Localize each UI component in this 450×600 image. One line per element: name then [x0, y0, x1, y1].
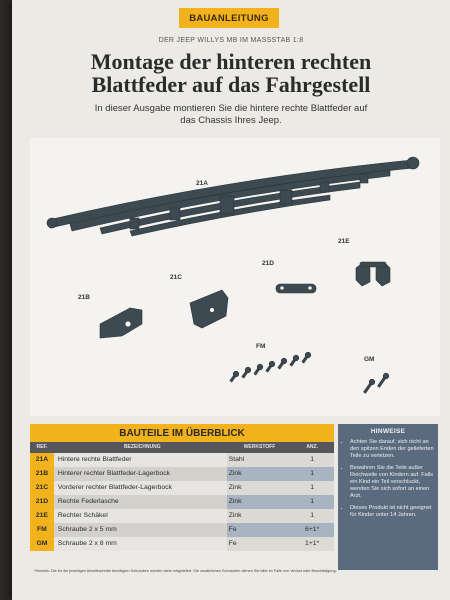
- label-21b: 21B: [78, 294, 90, 301]
- intro-line-1: In dieser Ausgabe montieren Sie die hintere rechte Blattfeder auf: [94, 103, 368, 114]
- title-line-1: Montage der hinteren rechten: [90, 49, 372, 74]
- screws-fm: [229, 351, 312, 383]
- list-item: • Achten Sie darauf, sich nicht an den spitzen Enden der gelieferten Teile zu verletzen.: [350, 439, 434, 460]
- table-row: FM Schraube 2 x 5 mm Fe 6+1*: [30, 523, 334, 537]
- table-row: 21B Hinterer rechter Blattfeder-Lagerbock Zink 1: [30, 467, 334, 481]
- table-row: 21A Hintere rechte Blattfeder Stahl 1: [30, 453, 334, 467]
- intro-line-2: das Chassis Ihres Jeep.: [180, 115, 282, 126]
- series-line: DER JEEP WILLYS MB IM MASSSTAB 1:8: [158, 37, 304, 44]
- table-row: GM Schraube 2 x 8 mm Fe 1+1*: [30, 537, 334, 551]
- rear-bracket-21b: [100, 308, 142, 338]
- list-item: • Dieses Produkt ist nicht geeignet für Kinder unter 14 Jahren.: [350, 505, 434, 519]
- intro-text: [52, 103, 410, 127]
- parts-illustration: [30, 138, 440, 416]
- col-name: BEZEICHNUNG: [123, 444, 161, 450]
- table-row: 21C Vorderer rechter Blattfeder-Lagerbock Zink 1: [30, 481, 334, 495]
- parts-table-title: BAUTEILE IM ÜBERBLICK: [30, 424, 334, 442]
- label-21e: 21E: [338, 238, 350, 245]
- parts-table-header: [30, 442, 334, 453]
- col-material: WERKSTOFF: [243, 444, 276, 450]
- screws-gm: [362, 372, 390, 394]
- footnote: *Hinweis: Die für die jeweiligen Arbeitsschritte benötigten Schrauben werden stets mitgeliefert. Die zusätzlichen Schrauben dienen Sie bitte im Falle von Verlust oder Beschädigung.: [34, 569, 337, 573]
- manual-page: [12, 0, 450, 600]
- label-21d: 21D: [262, 260, 274, 267]
- section-tab: BAUANLEITUNG: [179, 8, 279, 28]
- col-ref: REF.: [30, 442, 54, 453]
- leaf-spring-21a: [47, 157, 419, 236]
- table-row: 21D Rechte Federlasche Zink 1: [30, 495, 334, 509]
- spring-plate-21d: [276, 284, 316, 293]
- parts-figure: [30, 138, 440, 416]
- page-title: [12, 50, 450, 96]
- parts-table: [30, 424, 334, 551]
- front-bracket-21c: [190, 290, 228, 328]
- label-fm: FM: [256, 343, 266, 350]
- list-item: • Bewahren Sie die Teile außer Reichweite von Kindern auf. Falls ein Kind ein Teil verschluckt, wenden Sie sich sofort an einen Arzt.: [350, 465, 434, 500]
- notes-title: HINWEISE: [370, 428, 406, 435]
- col-qty: ANZ.: [306, 444, 318, 450]
- shackle-21e: [356, 262, 390, 286]
- title-line-2: Blattfeder auf das Fahrgestell: [91, 72, 371, 97]
- notes-list: [338, 439, 438, 519]
- label-21c: 21C: [170, 274, 182, 281]
- table-row: 21E Rechter Schäkel Zink 1: [30, 509, 334, 523]
- notes-box: [338, 424, 438, 570]
- label-21a: 21A: [196, 180, 208, 187]
- label-gm: GM: [364, 356, 375, 363]
